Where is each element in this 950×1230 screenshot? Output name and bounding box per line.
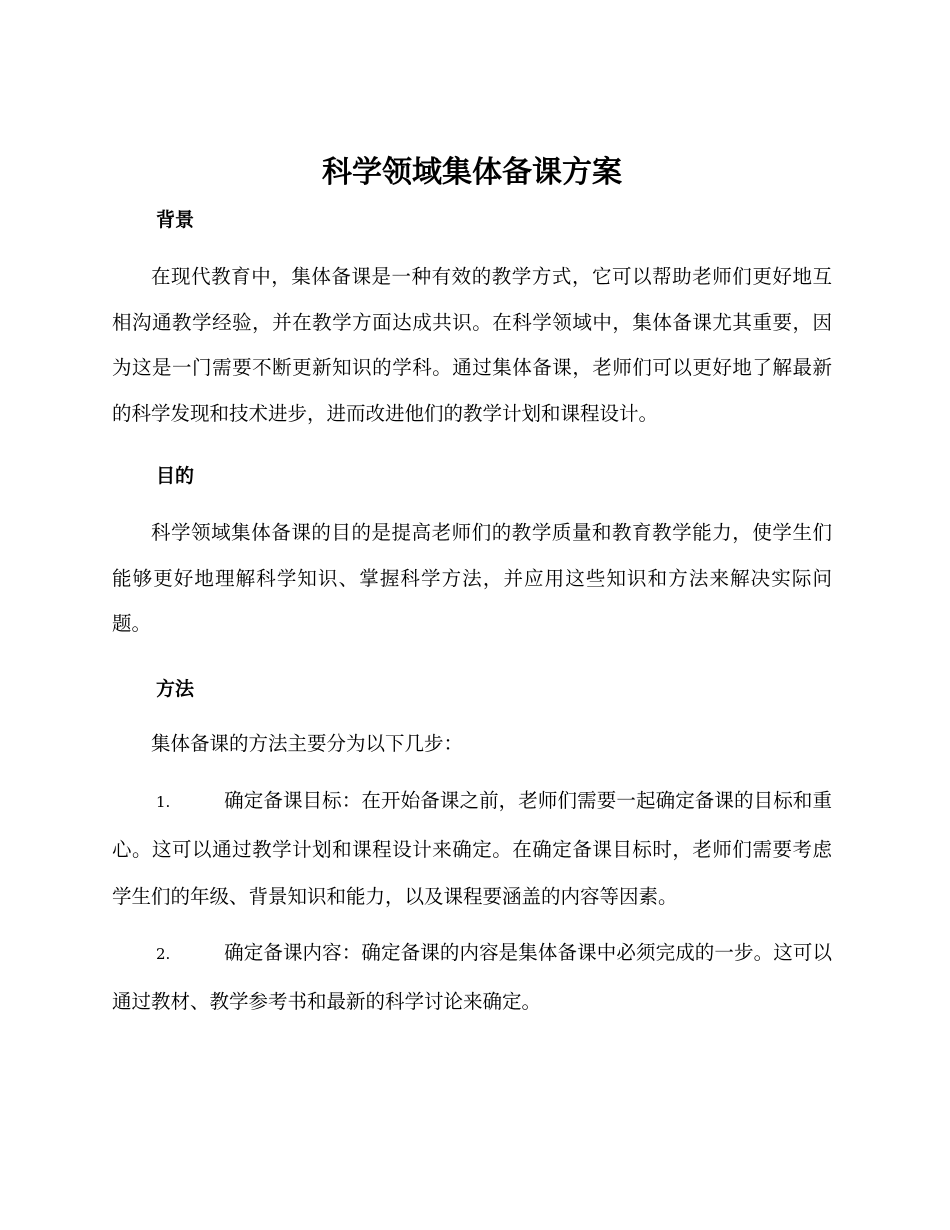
section-heading-background: 背景: [156, 209, 195, 231]
step-number: 2.: [156, 945, 171, 963]
step-number: 1.: [156, 793, 171, 811]
purpose-paragraph: 科学领域集体备课的目的是提高老师们的教学质量和教育教学能力，使学生们能够更好地理解科学知识、掌握科学方法，并应用这些知识和方法来解决实际问题。: [112, 521, 832, 635]
background-paragraph: 在现代教育中，集体备课是一种有效的教学方式，它可以帮助老师们更好地互相沟通教学经验，并在教学方面达成共识。在科学领域中，集体备课尤其重要，因为这是一门需要不断更新知识的学科。通过集体备课，老师们可以更好地了解最新的科学发现和技术进步，进而改进他们的教学计划和课程设计。: [112, 265, 832, 425]
method-intro-paragraph: 集体备课的方法主要分为以下几步：: [151, 731, 464, 755]
section-heading-method: 方法: [156, 677, 195, 700]
document-title: 科学领域集体备课方案: [322, 155, 622, 190]
step-text: 确定备课目标：在开始备课之前，老师们需要一起确定备课的目标和重心。这可以通过教学计划和课程设计来确定。在确定备课目标时，老师们需要考虑学生们的年级、背景知识和能力，以及课程要涵盖的内容等因素。: [112, 789, 832, 908]
section-heading-purpose: 目的: [156, 465, 195, 487]
method-step-item: [112, 777, 832, 920]
document-body: [112, 148, 832, 1025]
method-step-item: [112, 929, 832, 1025]
step-text: 确定备课内容：确定备课的内容是集体备课中必须完成的一步。这可以通过教材、教学参考书和最新的科学讨论来确定。: [112, 941, 832, 1013]
